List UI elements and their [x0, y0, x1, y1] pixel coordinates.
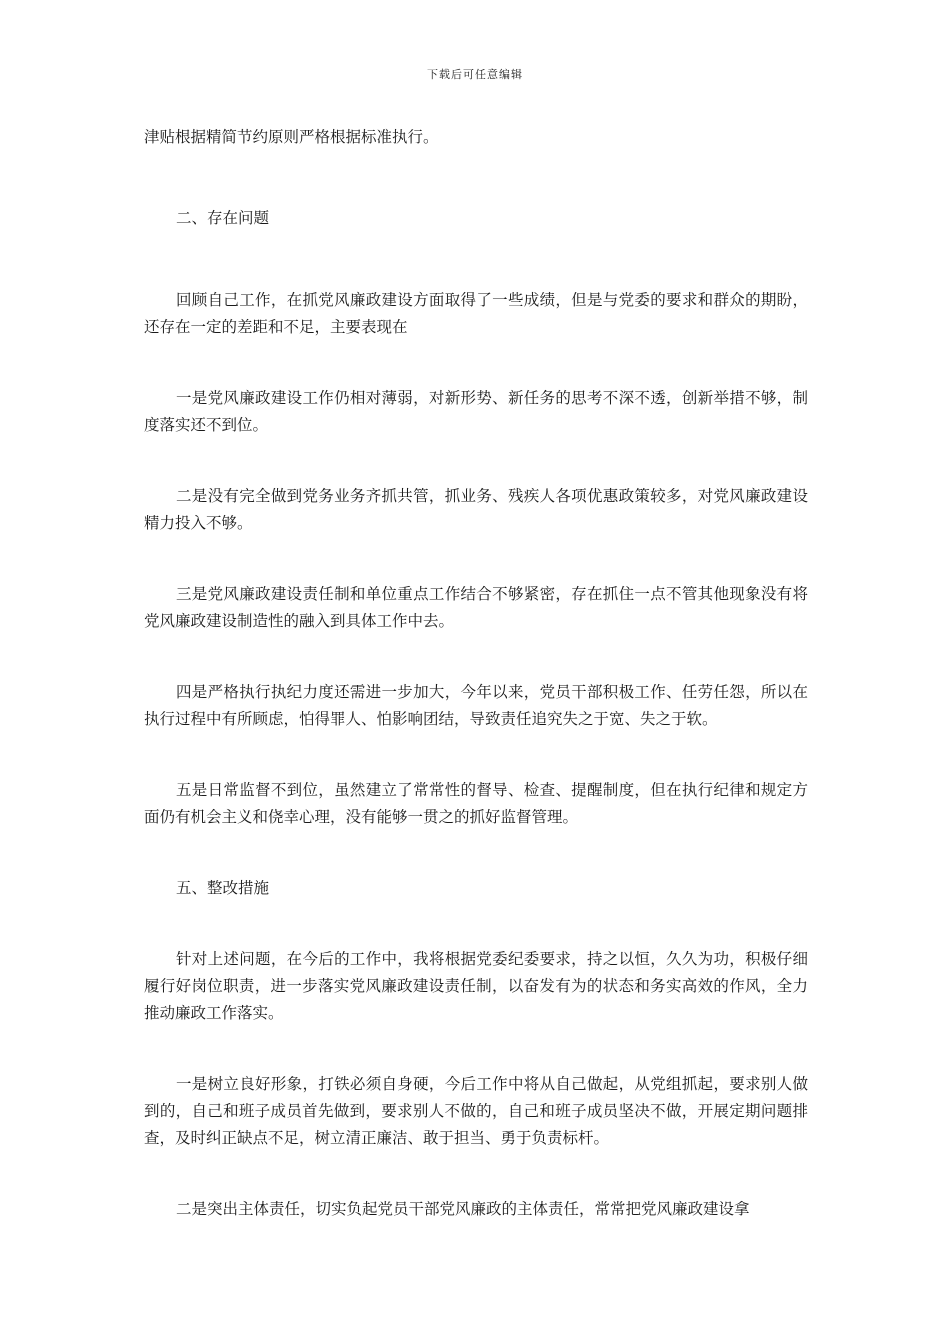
- paragraph: 二是突出主体责任，切实负起党员干部党风廉政的主体责任，常常把党风廉政建设拿: [176, 1200, 750, 1218]
- paragraph: 二是没有完全做到党务业务齐抓共管，抓业务、残疾人各项优惠政策较多，对党风廉政建设精力投入不够。: [144, 487, 808, 532]
- document-body: [144, 124, 808, 1223]
- section-heading-problems: 二、存在问题: [176, 209, 270, 227]
- paragraph: 一是树立良好形象，打铁必须自身硬，今后工作中将从自己做起，从党组抓起，要求别人做到的，自己和班子成员首先做到，要求别人不做的，自己和班子成员坚决不做，开展定期问题排查，及时纠正缺点不足，树立清正廉洁、敢于担当、勇于负责标杆。: [144, 1075, 808, 1147]
- section-heading-measures: 五、整改措施: [176, 879, 270, 897]
- paragraph: 津贴根据精简节约原则严格根据标准执行。: [144, 128, 439, 146]
- paragraph: 一是党风廉政建设工作仍相对薄弱，对新形势、新任务的思考不深不透，创新举措不够，制度落实还不到位。: [144, 389, 808, 434]
- paragraph: 五是日常监督不到位，虽然建立了常常性的督导、检查、提醒制度，但在执行纪律和规定方面仍有机会主义和侥幸心理，没有能够一贯之的抓好监督管理。: [144, 781, 808, 826]
- paragraph: 回顾自己工作，在抓党风廉政建设方面取得了一些成绩，但是与党委的要求和群众的期盼，还存在一定的差距和不足，主要表现在: [144, 291, 808, 336]
- paragraph: 针对上述问题，在今后的工作中，我将根据党委纪委要求，持之以恒，久久为功，积极仔细履行好岗位职责，进一步落实党风廉政建设责任制，以奋发有为的状态和务实高效的作风，全力推动廉政工作落实。: [144, 950, 808, 1022]
- paragraph: 四是严格执行执纪力度还需进一步加大，今年以来，党员干部积极工作、任劳任怨，所以在执行过程中有所顾虑，怕得罪人、怕影响团结，导致责任追究失之于宽、失之于软。: [144, 683, 808, 728]
- page-header: 下载后可任意编辑: [427, 68, 523, 81]
- paragraph: 三是党风廉政建设责任制和单位重点工作结合不够紧密，存在抓住一点不管其他现象没有将党风廉政建设制造性的融入到具体工作中去。: [144, 585, 808, 630]
